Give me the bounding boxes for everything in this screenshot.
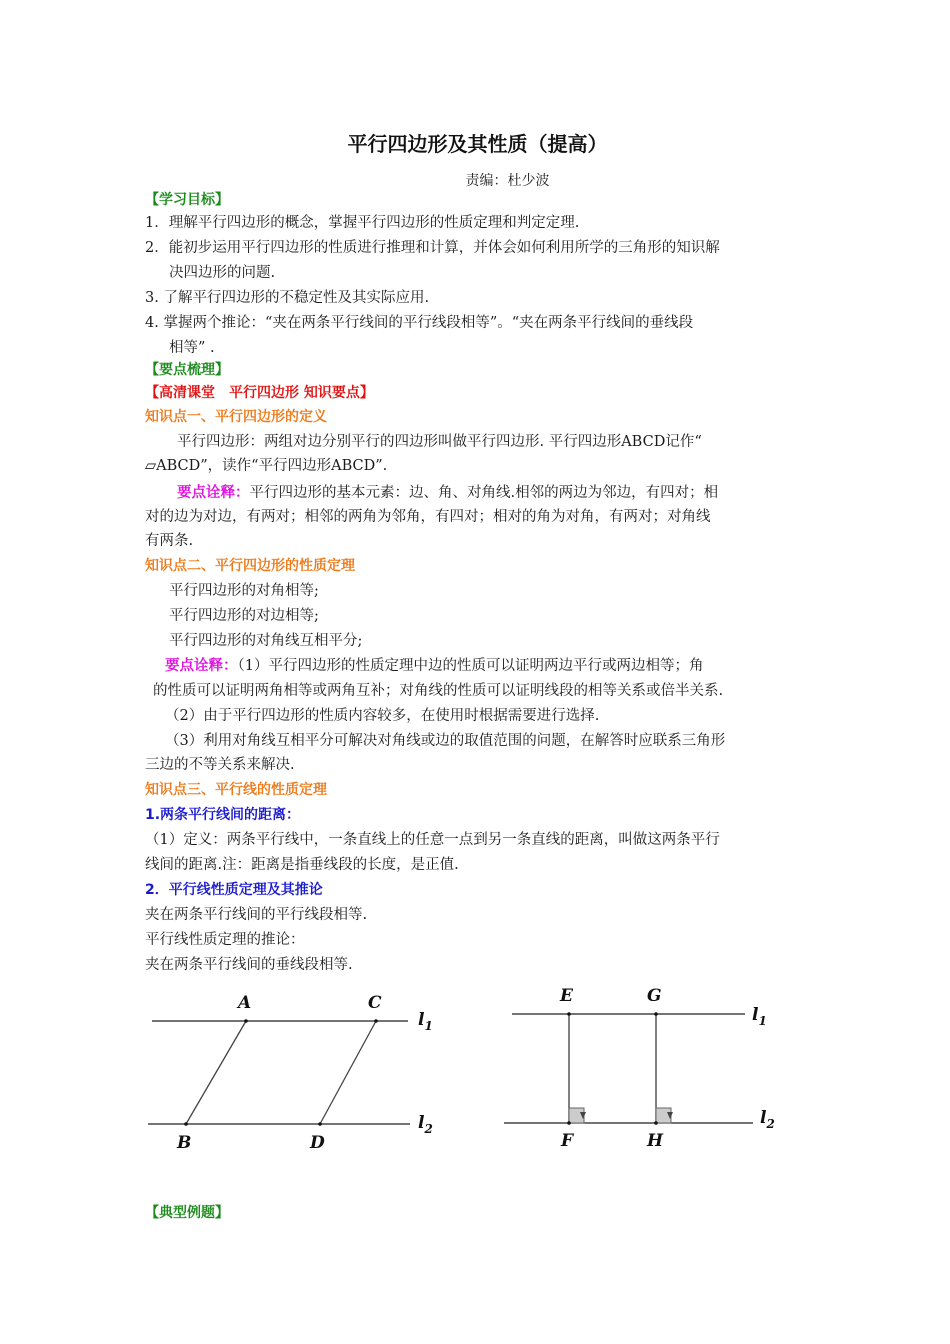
kp3-sub2-line-1: 夹在两条平行线间的平行线段相等. bbox=[145, 907, 368, 923]
kp2-note-line-5: 三边的不等关系来解决. bbox=[145, 757, 295, 773]
label-a: A bbox=[238, 993, 252, 1013]
kp2-note-line-4: （3）利用对角线互相平分可解决对角线或边的取值范围的问题，在解答时应联系三角形 bbox=[165, 733, 726, 749]
perpendicular-segments-figure bbox=[490, 980, 790, 1155]
goal-2: 2．能初步运用平行四边形的性质进行推理和计算，并体会如何利用所学的三角形的知识解 bbox=[145, 240, 720, 256]
kp2-note-line-3: （2）由于平行四边形的性质内容较多，在使用时根据需要进行选择. bbox=[165, 708, 600, 724]
goal-2-cont: 决四边形的问题. bbox=[169, 265, 276, 281]
goal-3: 3. 了解平行四边形的不稳定性及其实际应用. bbox=[145, 290, 430, 306]
video-heading: 【高清课堂 平行四边形 知识要点】 bbox=[145, 385, 374, 401]
label-g: G bbox=[647, 986, 662, 1006]
label-l2: $l_2$ bbox=[418, 1113, 433, 1136]
goals-heading: 【学习目标】 bbox=[145, 192, 229, 208]
kp2-note-line-2: 的性质可以证明两角相等或两角互补；对角线的性质可以证明线段的相等关系或倍半关系. bbox=[153, 683, 724, 699]
kp3-sub2: 2．平行线性质定理及其推论 bbox=[145, 882, 323, 898]
label-c: C bbox=[368, 993, 382, 1013]
label-l2: $l_2$ bbox=[760, 1108, 775, 1131]
author-line: 责编：杜少波 bbox=[465, 173, 550, 189]
kp1-heading: 知识点一、平行四边形的定义 bbox=[145, 409, 327, 425]
page-title: 平行四边形及其性质（提高） bbox=[347, 132, 608, 156]
parallel-segments-figure bbox=[140, 980, 460, 1155]
label-d: D bbox=[310, 1133, 325, 1153]
kp3-sub1-line-2: 线间的距离.注：距离是指垂线段的长度，是正值. bbox=[145, 857, 459, 873]
kp1-note-line-3: 有两条. bbox=[145, 533, 194, 549]
summary-heading: 【要点梳理】 bbox=[145, 362, 229, 378]
kp3-heading: 知识点三、平行线的性质定理 bbox=[145, 782, 327, 798]
kp1-note-line-1: 平行四边形的基本元素：边、角、对角线.相邻的两边为邻边，有四对；相 bbox=[249, 485, 719, 501]
kp2-note-line-1: （1）平行四边形的性质定理中边的性质可以证明两边平行或两边相等；角 bbox=[237, 658, 704, 674]
note-label: 要点诠释： bbox=[165, 658, 238, 674]
goal-4: 4. 掌握两个推论：“夹在两条平行线间的平行线段相等”。“夹在两条平行线间的垂线段 bbox=[145, 315, 694, 331]
label-l1: $l_1$ bbox=[752, 1005, 767, 1028]
label-l1: $l_1$ bbox=[418, 1010, 433, 1033]
label-h: H bbox=[647, 1131, 664, 1151]
kp1-note bbox=[177, 483, 718, 503]
kp1-note-line-2: 对的边为对边，有两对；相邻的两角为邻角，有四对；相对的角为对角，有两对；对角线 bbox=[145, 509, 711, 525]
kp2-line-2: 平行四边形的对边相等; bbox=[169, 608, 319, 624]
label-e: E bbox=[560, 986, 573, 1006]
kp3-sub1: 1.两条平行线间的距离： bbox=[145, 807, 301, 823]
goal-1: 1．理解平行四边形的概念，掌握平行四边形的性质定理和判定定理. bbox=[145, 215, 580, 231]
kp1-line-2: ▱ABCD”，读作“平行四边形ABCD”. bbox=[145, 458, 388, 474]
kp2-line-1: 平行四边形的对角相等; bbox=[169, 583, 319, 599]
kp2-note bbox=[165, 656, 703, 676]
label-f: F bbox=[561, 1131, 574, 1151]
kp1-line-1: 平行四边形：两组对边分别平行的四边形叫做平行四边形. 平行四边形ABCD记作“ bbox=[177, 434, 702, 450]
note-label: 要点诠释： bbox=[177, 485, 250, 501]
kp3-sub2-line-2: 平行线性质定理的推论： bbox=[145, 932, 305, 948]
kp3-sub1-line-1: （1）定义：两条平行线中，一条直线上的任意一点到另一条直线的距离，叫做这两条平行 bbox=[145, 832, 720, 848]
kp3-sub2-line-3: 夹在两条平行线间的垂线段相等. bbox=[145, 957, 353, 973]
label-b: B bbox=[177, 1133, 192, 1153]
goal-4-cont: 相等” . bbox=[169, 340, 215, 356]
kp2-heading: 知识点二、平行四边形的性质定理 bbox=[145, 558, 355, 574]
kp2-line-3: 平行四边形的对角线互相平分; bbox=[169, 633, 363, 649]
examples-heading: 【典型例题】 bbox=[145, 1205, 229, 1221]
